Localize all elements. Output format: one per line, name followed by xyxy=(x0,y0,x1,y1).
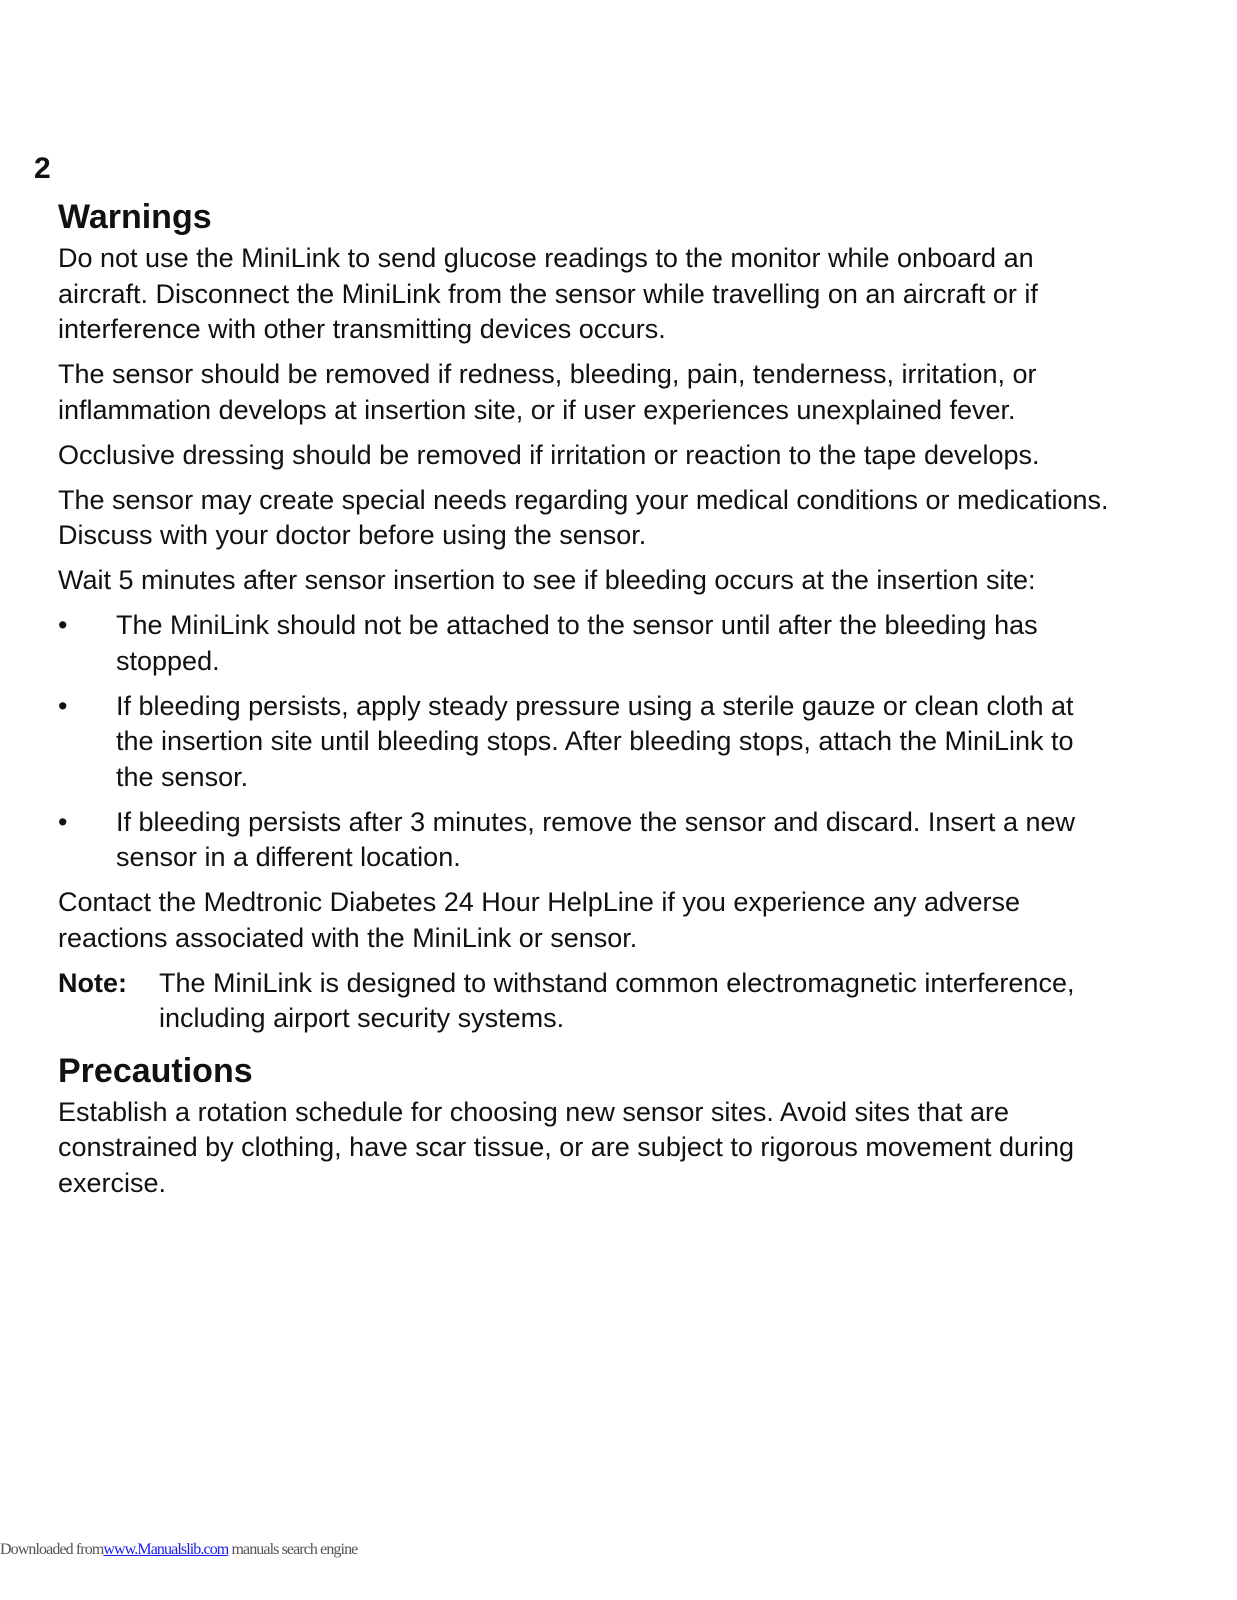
note-text: The MiniLink is designed to withstand common electromagnetic interference, including airport security systems. xyxy=(159,967,1075,1033)
list-item xyxy=(58,805,1118,876)
note-label: Note: xyxy=(58,967,127,998)
footer-prefix: Downloaded from xyxy=(0,1541,104,1558)
bullet-icon: • xyxy=(58,806,68,837)
warning-special-needs-paragraph: The sensor may create special needs regarding your medical conditions or medications. Discuss with your doctor before using the sensor. xyxy=(58,484,1109,550)
page-content xyxy=(58,197,1118,1211)
warning-occlusive-dressing-paragraph: Occlusive dressing should be removed if irritation or reaction to the tape develops. xyxy=(58,439,1040,470)
bullet-icon: • xyxy=(58,610,68,640)
warnings-heading: Warnings xyxy=(58,198,212,236)
manualslib-link[interactable]: www.Manualslib.com xyxy=(103,1541,229,1558)
precautions-rotation-paragraph: Establish a rotation schedule for choosing new sensor sites. Avoid sites that are constrained by clothing, have scar tissue, or are subject to rigorous movement during exercise. xyxy=(58,1096,1075,1198)
page-number: 2 xyxy=(34,152,51,185)
bullet-icon: • xyxy=(58,690,68,721)
footer-suffix: manuals search engine xyxy=(228,1541,358,1558)
download-footer xyxy=(0,1541,357,1559)
list-item xyxy=(58,608,1118,679)
bullet-text: If bleeding persists after 3 minutes, remove the sensor and discard. Insert a new sensor in a different location. xyxy=(116,806,1075,872)
note-block xyxy=(58,966,1118,1037)
warning-wait-paragraph: Wait 5 minutes after sensor insertion to see if bleeding occurs at the insertion site: xyxy=(58,565,1036,595)
bullet-text: If bleeding persists, apply steady pressure using a sterile gauze or clean cloth at the insertion site until bleeding stops. After bleeding stops, attach the MiniLink to the sensor. xyxy=(116,690,1074,792)
bleeding-bullet-list xyxy=(58,608,1118,876)
list-item xyxy=(58,689,1118,796)
warning-aircraft-paragraph: Do not use the MiniLink to send glucose readings to the monitor while onboard an aircraft. Disconnect the MiniLink from the sensor while travelling on an aircraft or if interference with other transmitting devices occurs. xyxy=(58,243,1038,344)
precautions-heading: Precautions xyxy=(58,1051,253,1090)
warning-remove-sensor-paragraph: The sensor should be removed if redness, bleeding, pain, tenderness, irritation, or inflammation develops at insertion site, or if user experiences unexplained fever. xyxy=(58,359,1037,425)
warning-contact-helpline-paragraph: Contact the Medtronic Diabetes 24 Hour HelpLine if you experience any adverse reactions associated with the MiniLink or sensor. xyxy=(58,887,1021,953)
bullet-text: The MiniLink should not be attached to the sensor until after the bleeding has stopped. xyxy=(116,610,1038,676)
